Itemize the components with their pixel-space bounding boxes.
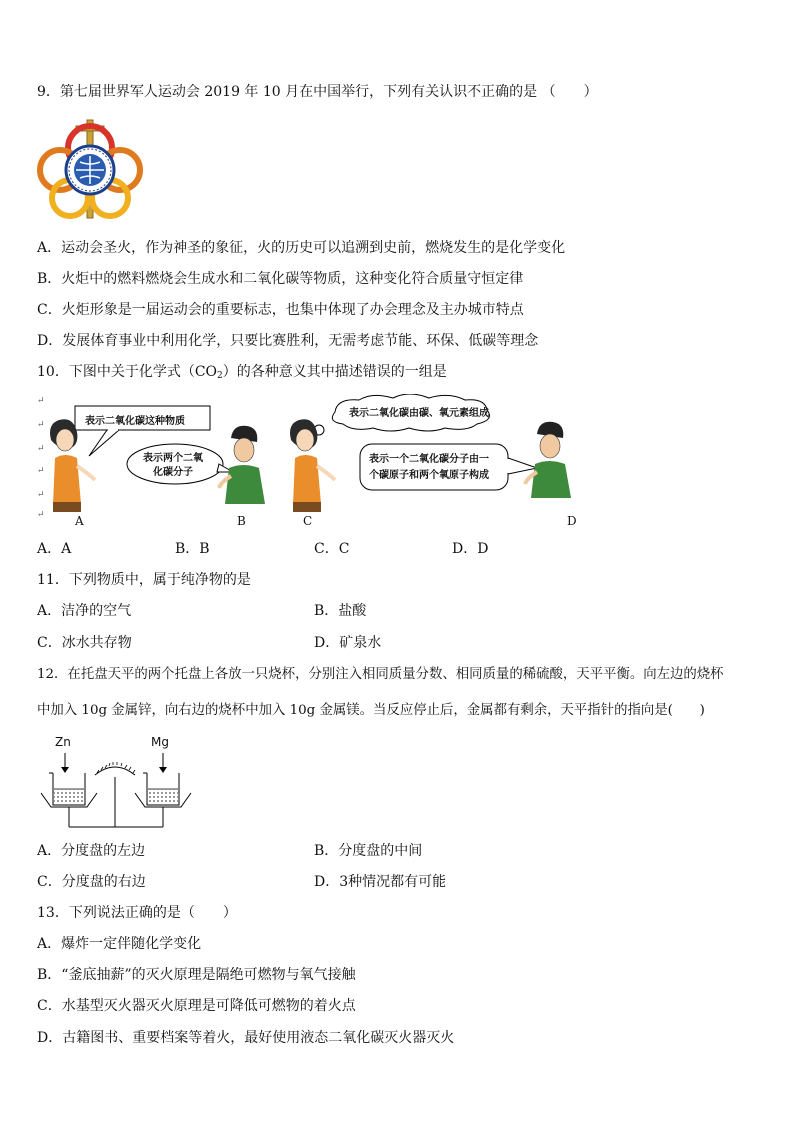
boy-figure-d [525, 422, 571, 498]
q11-option-d: D．矿泉水 [314, 635, 382, 651]
bubble-d-text: 表示一个二氧化碳分子由一 个碳原子和两个氧原子构成 [369, 454, 489, 481]
q13-stem: 13．下列说法正确的是（ ） [37, 905, 237, 921]
zinc-label: Zn [55, 735, 71, 749]
q13-option-b: B．“釜底抽薪”的灭火原理是隔绝可燃物与氧气接触 [37, 967, 356, 983]
girl-figure-c [290, 419, 335, 512]
q11-option-a: A．洁净的空气 [37, 603, 132, 619]
q9-option-c: C．火炬形象是一届运动会的重要标志，也集中体现了办会理念及主办城市特点 [37, 302, 524, 318]
figure-label-a: A [75, 514, 84, 528]
q13-option-a: A．爆炸一定伴随化学变化 [37, 936, 202, 952]
bubble-b-text: 表示两个二氧 化碳分子 [143, 453, 203, 478]
q10-option-b: B．B [175, 541, 210, 557]
q9-stem: 9．第七届世界军人运动会 2019 年 10 月在中国举行，下列有关认识不正确的是 （ ） [37, 84, 598, 100]
q13-option-d: D．古籍图书、重要档案等着火，最好使用液态二氧化碳灭火器灭火 [37, 1030, 455, 1046]
q9-option-a: A．运动会圣火，作为神圣的象征，火的历史可以追溯到史前，燃烧发生的是化学变化 [37, 240, 566, 256]
q11-option-c: C．冰水共存物 [37, 635, 132, 651]
girl-figure-a [50, 419, 95, 512]
bubble-a-text: 表示二氧化碳这种物质 [85, 416, 185, 427]
q10-option-a: A．A [37, 541, 72, 557]
q11-stem: 11．下列物质中，属于纯净物的是 [37, 572, 251, 588]
figure-label-c: C [303, 514, 313, 528]
military-games-emblem [36, 118, 146, 222]
q12-option-c: C．分度盘的右边 [37, 874, 146, 890]
balance-figure [37, 735, 197, 831]
figure-label-d: D [567, 514, 577, 528]
figure-label-b: B [237, 514, 246, 528]
q10-figure: ↵ ↵ ↵ ↵ ↵ ↵ 表示二氧化碳这种物质 表示两个二氧 化碳分子 表示二氧化碳由碳、氧元素组成 表示一个二氧化碳分子由一 个碳原子和两个氧原子构成 A B C D [37, 396, 577, 528]
q9-option-b: B．火炬中的燃料燃烧会生成水和二氧化碳等物质，这种变化符合质量守恒定律 [37, 271, 524, 287]
q12-stem-line-1: 12．在托盘天平的两个托盘上各放一只烧杯，分别注入相同质量分数、相同质量的稀硫酸，天平平衡。向左边的烧杯 [37, 667, 724, 682]
q12-stem-line-2: 中加入 10g 金属锌，向右边的烧杯中加入 10g 金属镁。当反应停止后，金属都有剩余，天平指针的指向是( ) [37, 703, 705, 718]
q10-option-c: C．C [314, 541, 350, 557]
q12-option-a: A．分度盘的左边 [37, 843, 146, 859]
q11-option-b: B．盐酸 [314, 603, 367, 619]
q13-option-c: C．水基型灭火器灭火原理是可降低可燃物的着火点 [37, 998, 356, 1014]
q9-option-d: D．发展体育事业中利用化学，只要比赛胜利，无需考虑节能、环保、低碳等理念 [37, 333, 539, 349]
bubble-c-text: 表示二氧化碳由碳、氧元素组成 [349, 408, 489, 419]
boy-figure-b [219, 426, 265, 504]
q12-option-b: B．分度盘的中间 [314, 843, 423, 859]
q10-stem: 10．下图中关于化学式$(CO_2)$的各种意义其中描述错误的一组是 [37, 364, 447, 381]
q12-option-d: D．3种情况都有可能 [314, 874, 447, 890]
q10-option-d: D．D [452, 541, 489, 557]
magnesium-label: Mg [151, 735, 169, 749]
